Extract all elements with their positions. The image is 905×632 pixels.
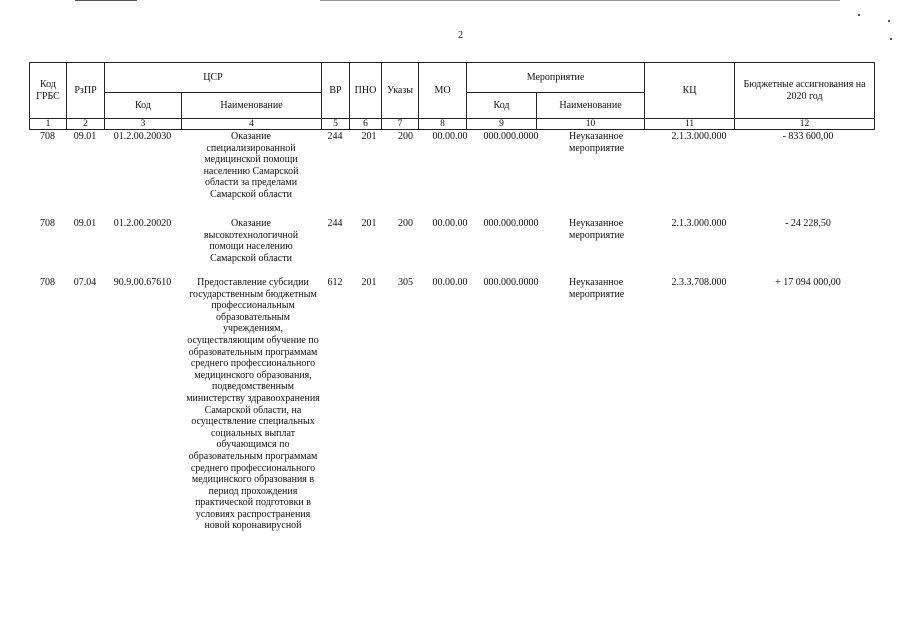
cell-csr: 01.2.00.20030 <box>113 131 172 142</box>
cell-kc: 2.3.3.708.000 <box>671 277 727 288</box>
header-csr: ЦСР <box>105 63 322 93</box>
cell-name: Предоставление субсидии государственным бюджетным профессиональным образовательным учреждениям, осуществляющим обучение по образовательным программам среднего профессионального медицинского образования, подведомственным министерству здравоохранения Самарской области, на осуществление специальных социальных выплат обучающимся по образовательным программам среднего профессионального медицинского образования в период прохождения практической подготовки в условиях распространения новой коронавирусной <box>186 277 320 532</box>
header-mer-kod: Код <box>467 93 537 119</box>
cell-grbs: 708 <box>40 277 55 288</box>
cell-pno: 201 <box>361 131 377 142</box>
column-number: 3 <box>105 119 182 130</box>
header-csr-kod: Код <box>105 93 182 119</box>
column-number: 10 <box>537 119 645 130</box>
cell-ukazy: 200 <box>398 131 413 142</box>
cell-rzpr: 09.01 <box>73 131 97 142</box>
top-edge-line <box>75 0 137 1</box>
cell-ukazy: 305 <box>398 277 413 288</box>
cell-mer-kod: 000.000.0000 <box>483 277 539 288</box>
cell-csr: 90.9.00.67610 <box>113 277 172 288</box>
cell-mer-name: Неуказанное мероприятие <box>569 218 625 241</box>
header-rzpr: РзПР <box>67 63 105 119</box>
scan-dot <box>858 14 860 16</box>
cell-mo: 00.00.00 <box>432 218 468 229</box>
cell-mo: 00.00.00 <box>432 131 468 142</box>
cell-pno: 201 <box>361 218 377 229</box>
column-number: 1 <box>30 119 67 130</box>
column-number: 2 <box>67 119 105 130</box>
cell-pno: 201 <box>361 277 377 288</box>
cell-vr: 244 <box>327 218 343 229</box>
cell-ukazy: 200 <box>398 218 413 229</box>
header-kod-grbs: Код ГРБС <box>30 63 67 119</box>
column-number: 11 <box>645 119 735 130</box>
cell-grbs: 708 <box>40 218 55 229</box>
header-ukazy: Указы <box>382 63 419 119</box>
column-number: 12 <box>735 119 875 130</box>
column-number: 9 <box>467 119 537 130</box>
cell-vr: 244 <box>327 131 343 142</box>
column-number: 7 <box>382 119 419 130</box>
header-meropriyatie: Мероприятие <box>467 63 645 93</box>
header-mer-name: Наименование <box>537 93 645 119</box>
budget-table-header <box>29 62 875 130</box>
cell-mer-kod: 000.000.0000 <box>483 131 539 142</box>
cell-amount: - 833 600,00 <box>782 131 834 142</box>
header-vr: ВР <box>322 63 350 119</box>
scan-dot <box>888 20 890 22</box>
header-csr-name: Наименование <box>182 93 322 119</box>
cell-grbs: 708 <box>40 131 55 142</box>
cell-rzpr: 07.04 <box>73 277 97 288</box>
cell-mo: 00.00.00 <box>432 277 468 288</box>
header-pno: ПНО <box>350 63 382 119</box>
header-mo: МО <box>419 63 467 119</box>
cell-name: Оказание специализированной медицинской помощи населению Самарской области за пределами Самарской области <box>203 131 299 200</box>
column-number: 5 <box>322 119 350 130</box>
cell-name: Оказание высокотехнологичной помощи населению Самарской области <box>203 218 299 264</box>
cell-vr: 612 <box>327 277 343 288</box>
page-number: 2 <box>458 30 463 41</box>
column-number: 6 <box>350 119 382 130</box>
cell-rzpr: 09.01 <box>73 218 97 229</box>
cell-csr: 01.2.00.20020 <box>113 218 172 229</box>
top-edge-line <box>320 0 840 1</box>
cell-amount: + 17 094 000,00 <box>775 277 841 288</box>
header-kc: КЦ <box>645 63 735 119</box>
cell-amount: - 24 228,50 <box>785 218 831 229</box>
cell-mer-name: Неуказанное мероприятие <box>569 277 625 300</box>
column-number: 8 <box>419 119 467 130</box>
column-number: 4 <box>182 119 322 130</box>
scan-dot <box>890 38 892 40</box>
cell-mer-name: Неуказанное мероприятие <box>569 131 625 154</box>
cell-mer-kod: 000.000.0000 <box>483 218 539 229</box>
cell-kc: 2.1.3.000.000 <box>671 218 727 229</box>
cell-kc: 2.1.3.000.000 <box>671 131 727 142</box>
header-budget: Бюджетные ассигнования на 2020 год <box>735 63 875 119</box>
